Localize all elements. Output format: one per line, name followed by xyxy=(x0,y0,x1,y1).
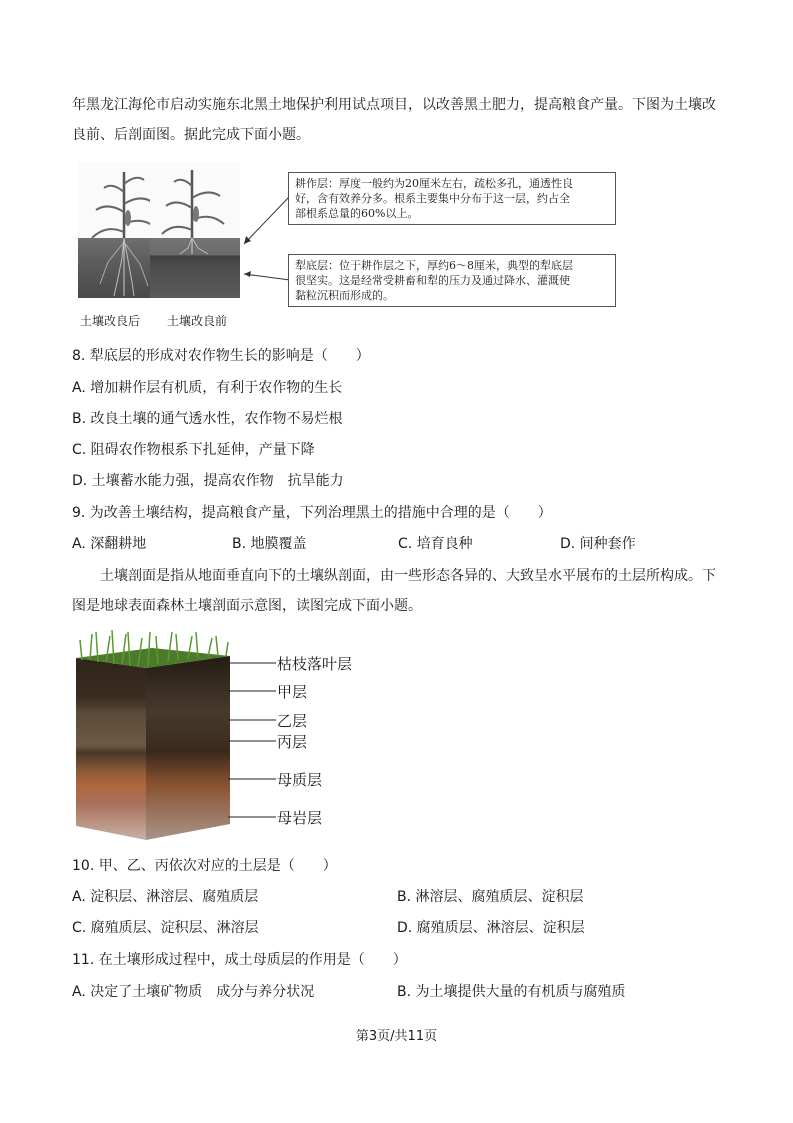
q8-option-d[interactable]: D. 土壤蓄水能力强，提高农作物 抗旱能力 xyxy=(72,473,344,489)
q10-option-d[interactable]: D. 腐殖质层、淋溶层、淀积层 xyxy=(397,920,585,936)
q9-option-b[interactable]: B. 地膜覆盖 xyxy=(232,536,307,552)
root-system-icon xyxy=(150,238,240,298)
callout-plow-pan-layer: 犁底层：位于耕作层之下，厚约6～8厘米，典型的犁底层 很坚实。这是经常受耕畜和犁的压力及通过降水、灌溉使 黏粒沉积而形成的。 xyxy=(288,254,616,307)
caption-after: 土壤改良后 xyxy=(80,314,141,328)
q10-stem: 10. 甲、乙、丙依次对应的土层是（ ） xyxy=(72,858,337,874)
q11-stem: 11. 在土壤形成过程中，成土母质层的作用是（ ） xyxy=(72,952,407,968)
q9-option-d[interactable]: D. 间种套作 xyxy=(560,536,636,552)
q9-option-c[interactable]: C. 培育良种 xyxy=(398,536,473,552)
q9-stem: 9. 为改善土壤结构，提高粮食产量，下列治理黑土的措施中合理的是（ ） xyxy=(72,505,552,521)
intro2-line-1: 土壤剖面是指从地面垂直向下的土壤纵剖面，由一些形态各异的、大致呈水平展布的土层所构成。下 xyxy=(100,568,716,584)
q11-option-b[interactable]: B. 为土壤提供大量的有机质与腐殖质 xyxy=(397,984,626,1000)
q8-option-c[interactable]: C. 阻碍农作物根系下扎延伸，产量下降 xyxy=(72,442,315,458)
page-number: 第3页/共11页 xyxy=(355,1029,438,1044)
q9-option-a[interactable]: A. 深翻耕地 xyxy=(72,536,147,552)
profile-leader-lines xyxy=(228,650,284,830)
q8-option-b[interactable]: B. 改良土壤的通气透水性，农作物不易烂根 xyxy=(72,411,343,427)
intro-line-1: 年黑龙江海伦市启动实施东北黑土地保护利用试点项目，以改善黑土肥力，提高粮食产量。下图为土壤改 xyxy=(72,97,716,113)
label-parent-material-layer: 母质层 xyxy=(277,771,323,789)
label-layer-bing: 丙层 xyxy=(277,733,308,751)
q10-option-a[interactable]: A. 淀积层、淋溶层、腐殖质层 xyxy=(72,889,259,905)
label-layer-jia: 甲层 xyxy=(277,683,308,701)
q8-stem: 8. 犁底层的形成对农作物生长的影响是（ ） xyxy=(72,348,370,364)
label-bedrock-layer: 母岩层 xyxy=(277,809,323,827)
label-litter-layer: 枯枝落叶层 xyxy=(277,655,353,673)
intro-line-2: 良前、后剖面图。据此完成下面小题。 xyxy=(72,127,310,143)
caption-before: 土壤改良前 xyxy=(167,314,228,328)
callout-arrows xyxy=(236,192,296,292)
q8-option-a[interactable]: A. 增加耕作层有机质，有利于农作物的生长 xyxy=(72,380,343,396)
callout-tillage-layer: 耕作层：厚度一般约为20厘米左右，疏松多孔，通透性良 好，含有效养分多。根系主要集中分布于这一层，约占全 部根系总量的60%以上。 xyxy=(288,172,616,225)
q10-option-b[interactable]: B. 淋溶层、腐殖质层、淀积层 xyxy=(397,889,584,905)
q10-option-c[interactable]: C. 腐殖质层、淀积层、淋溶层 xyxy=(72,920,259,936)
label-layer-yi: 乙层 xyxy=(277,712,308,730)
photo-before-improvement xyxy=(150,162,240,298)
intro2-line-2: 图是地球表面森林土壤剖面示意图，读图完成下面小题。 xyxy=(72,598,422,614)
q11-option-a[interactable]: A. 决定了土壤矿物质 成分与养分状况 xyxy=(72,984,315,1000)
soil-profile-block xyxy=(72,626,242,842)
